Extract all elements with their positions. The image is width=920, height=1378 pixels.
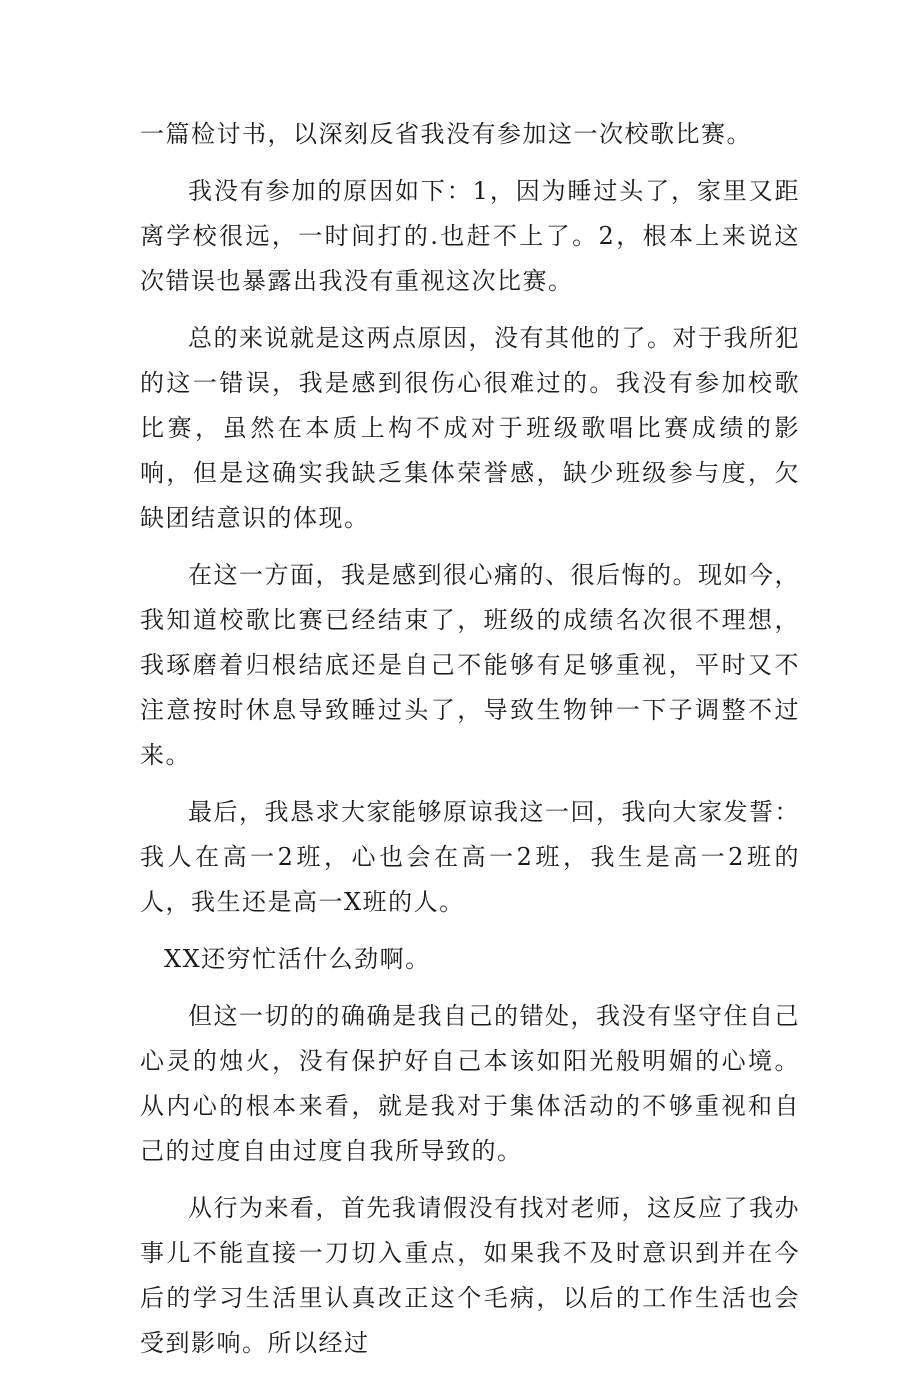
paragraph-5: 最后，我恳求大家能够原谅我这一回，我向大家发誓：我人在高一2班，心也会在高一2班，我生是高一2班的人，我生还是高一X班的人。 [140,798,800,916]
paragraph-8: 从行为来看，首先我请假没有找对老师，这反应了我办事儿不能直接一刀切入重点，如果我不及时意识到并在今后的学习生活里认真改正这个毛病，以后的工作生活也会受到影响。所以经过 [140,1194,800,1357]
paragraph-7: 但这一切的的确确是我自己的错处，我没有坚守住自己心灵的烛火，没有保护好自己本该如阳光般明媚的心境。从内心的根本来看，就是我对于集体活动的不够重视和自己的过度自由过度自我所导致的。 [140,1002,800,1165]
document-body [140,112,800,1378]
paragraph-2: 我没有参加的原因如下：1，因为睡过头了，家里又距离学校很远，一时间打的.也赶不上了。2，根本上来说这次错误也暴露出我没有重视这次比赛。 [140,177,800,295]
paragraph-6: XX还穷忙活什么劲啊。 [164,945,431,973]
paragraph-4: 在这一方面，我是感到很心痛的、很后悔的。现如今，我知道校歌比赛已经结束了，班级的成绩名次很不理想，我琢磨着归根结底还是自己不能够有足够重视，平时又不注意按时休息导致睡过头了，导致生物钟一下子调整不过来。 [140,561,800,769]
paragraph-1: 一篇检讨书，以深刻反省我没有参加这一次校歌比赛。 [140,120,752,148]
paragraph-3: 总的来说就是这两点原因，没有其他的了。对于我所犯的这一错误，我是感到很伤心很难过的。我没有参加校歌比赛，虽然在本质上构不成对于班级歌唱比赛成绩的影响，但是这确实我缺乏集体荣誉感，缺少班级参与度，欠缺团结意识的体现。 [140,324,800,532]
